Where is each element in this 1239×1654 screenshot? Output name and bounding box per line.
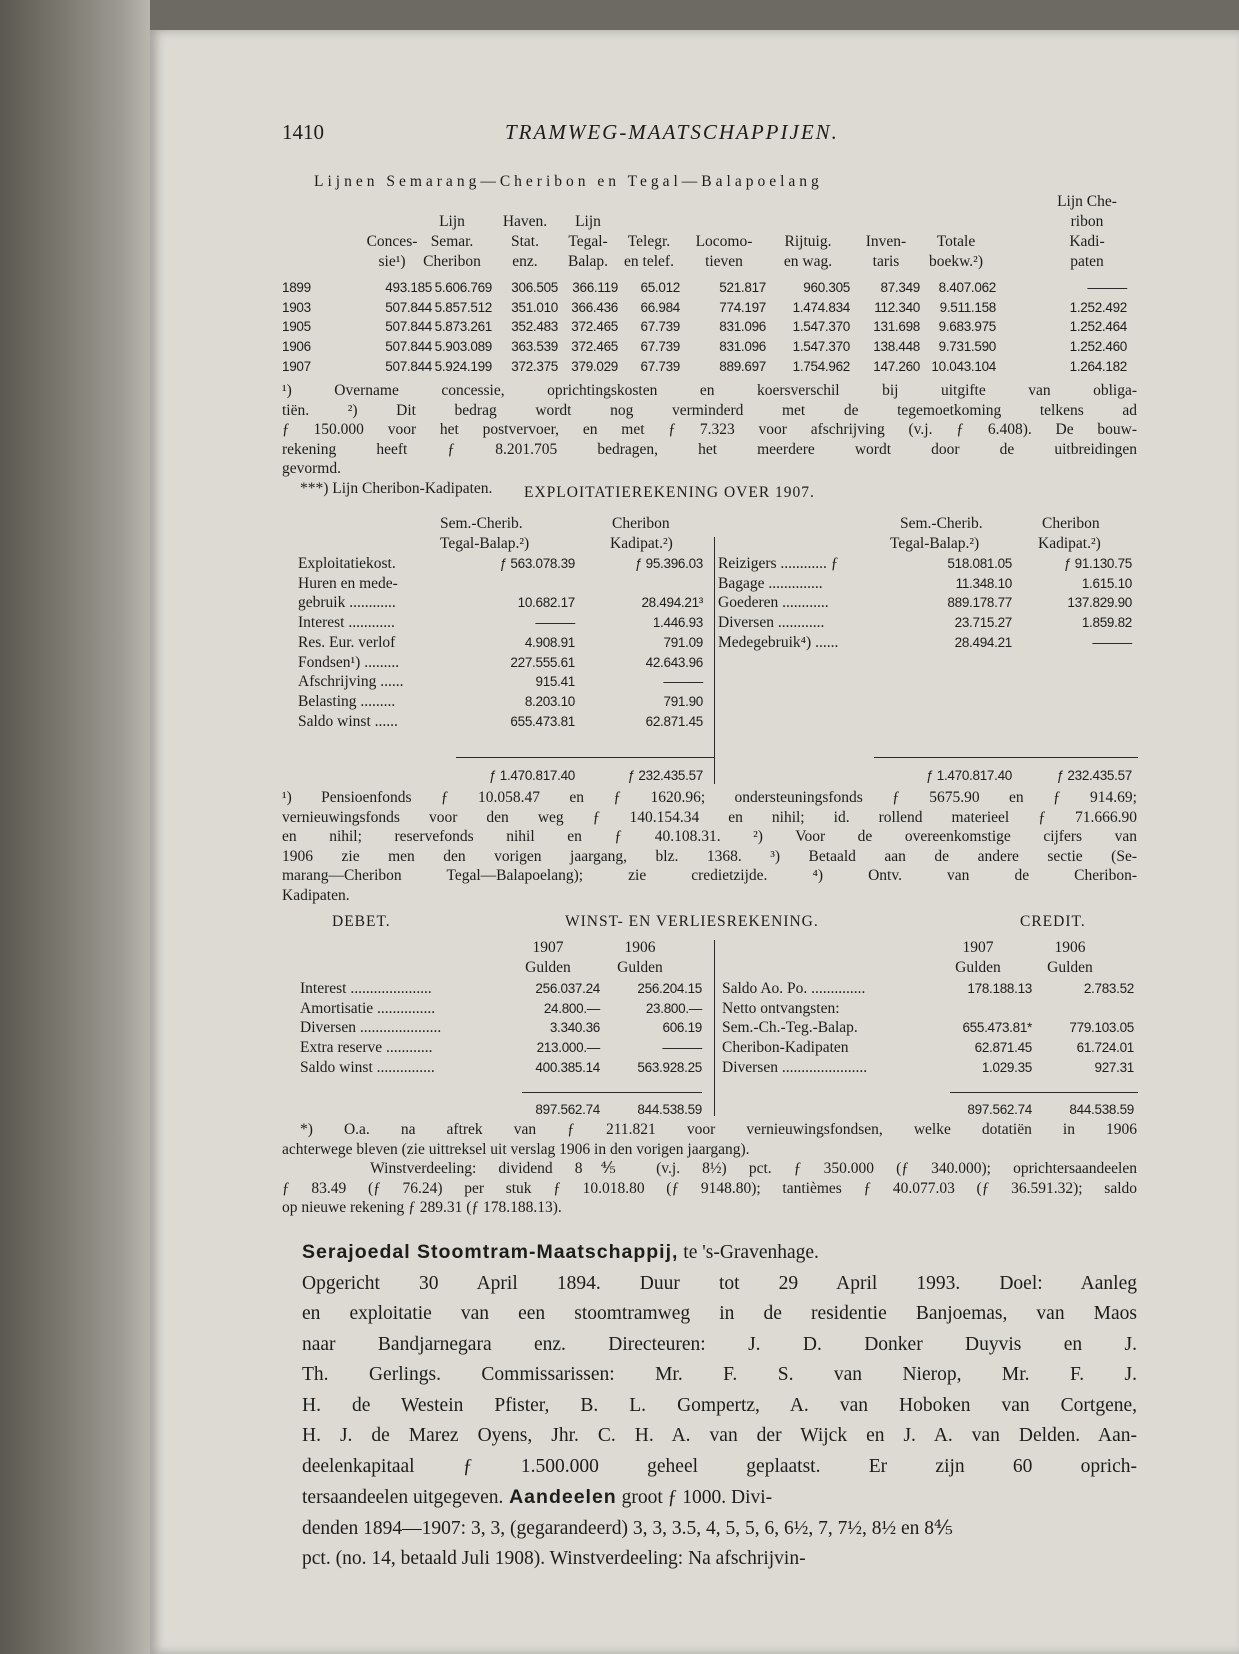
company-paragraph	[302, 1237, 1137, 1575]
lines-cell: 66.984	[640, 299, 680, 315]
company-line: pct. (no. 14, betaald Juli 1908). Winstverdeeling: Na afschrijvin-	[302, 1548, 806, 1569]
company-line: H. de Westein Pfister, B. L. Gompertz, A. van Hoboken van Cortgene,	[302, 1394, 1137, 1416]
pl-right-label: Netto ontvangsten:	[722, 999, 840, 1017]
lines-cell: 131.698	[873, 319, 920, 335]
lines-cell: 493.185	[385, 280, 432, 295]
lines-cell: 5.873.261	[434, 319, 492, 335]
company-line: tersaandeelen uitgegeven.	[302, 1487, 504, 1508]
pl-left-a: 24.800.—	[543, 1000, 600, 1016]
company-shares-label: Aandeelen	[503, 1486, 617, 1508]
profit-loss-rule-left	[522, 1092, 702, 1093]
lines-cell: 5.903.089	[434, 339, 492, 355]
pl-col-unit: Gulden	[617, 959, 663, 976]
lines-col-header: Lijn Che-	[1057, 193, 1117, 210]
company-line: deelenkapitaal ƒ 1.500.000 geheel geplaatst. Er zijn 60 oprich-	[302, 1455, 1137, 1477]
lines-cell: 1.547.370	[792, 319, 850, 335]
lines-cell: 521.817	[719, 280, 766, 295]
lines-cell: 8.407.062	[938, 280, 996, 295]
lines-cell: 138.448	[873, 339, 920, 355]
lines-col-header: paten	[1070, 253, 1104, 270]
lines-col-header: Haven.	[502, 213, 548, 230]
profit-loss-divider	[714, 940, 715, 1116]
pl-total: 844.538.59	[637, 1102, 702, 1117]
lines-col-header: Conces-	[366, 233, 418, 250]
expl-left-head: Cheribon	[612, 515, 670, 532]
lines-cell: 5.924.199	[434, 358, 492, 374]
pl-col-year: 1906	[624, 939, 656, 956]
lines-cell: 87.349	[880, 280, 920, 295]
expl-left-label: Huren en mede-	[298, 574, 398, 592]
pl-left-a: 213.000.—	[536, 1040, 600, 1056]
expl-left-label: gebruik ............	[298, 594, 396, 612]
lines-cell: 67.739	[640, 358, 680, 374]
lines-cell: 372.465	[571, 339, 618, 355]
lines-cell: 112.340	[874, 299, 920, 315]
expl-right-b: 1.859.82	[1081, 615, 1132, 631]
lines-cell: 10.043.104	[931, 358, 996, 374]
expl-left-b: ———	[663, 674, 703, 690]
expl-left-label: Fondsen¹) .........	[298, 653, 400, 671]
pl-col-year: 1907	[962, 939, 994, 956]
exploitation-rule-left	[456, 757, 714, 758]
expl-footnote-line: marang—Cheribon Tegal—Balapoelang); zie credietzijde. ⁴) Ontv. van de Cheribon-	[282, 867, 1137, 885]
lines-col-header: ribon	[1070, 213, 1104, 230]
expl-right-head: Tegal-Balap.²)	[890, 535, 980, 552]
expl-left-label: Afschrijving ......	[298, 673, 404, 691]
expl-left-a: 10.682.17	[517, 595, 575, 611]
expl-right-head: Kadipat.²)	[1038, 535, 1101, 552]
expl-right-b: ———	[1092, 634, 1132, 650]
expl-left-label: Saldo winst ......	[298, 712, 398, 730]
lines-year: 1899	[282, 280, 311, 295]
pl-left-b: 256.204.15	[637, 981, 702, 996]
pl-footnote-line: Winstverdeeling: dividend 8⅘ (v.j. 8½) pct. ƒ 350.000 (ƒ 340.000); oprichtersaandeelen	[282, 1160, 1137, 1178]
lines-year: 1907	[282, 358, 311, 374]
lines-cell: 831.096	[719, 339, 766, 355]
lines-year: 1906	[282, 339, 311, 355]
company-name: Serajoedal Stoomtram-Maatschappij,	[302, 1241, 679, 1263]
expl-left-b: 1.446.93	[652, 615, 703, 631]
pl-footnote-line: ƒ 83.49 (ƒ 76.24) per stuk ƒ 10.018.80 (ƒ 9148.80); tantièmes ƒ 40.077.03 (ƒ 36.591.32); saldo	[282, 1179, 1137, 1197]
profit-loss-title: WINST- EN VERLIESREKENING.	[565, 913, 819, 930]
pl-right-b: 61.724.01	[1076, 1040, 1134, 1056]
pl-left-label: Saldo winst ...............	[300, 1058, 435, 1076]
lines-cell: 1.264.182	[1069, 358, 1127, 374]
pl-col-year: 1906	[1054, 939, 1086, 956]
expl-right-label: Bagage ..............	[718, 574, 823, 592]
pl-right-a: 655.473.81*	[962, 1020, 1032, 1036]
pl-col-unit: Gulden	[1047, 959, 1093, 976]
company-line: Th. Gerlings. Commissarissen: Mr. F. S. van Nierop, Mr. F. J.	[302, 1364, 1137, 1385]
lines-table-title: Lijnen Semarang—Cheribon en Tegal—Balapoelang	[314, 173, 823, 190]
expl-left-total: ƒ 232.435.57	[627, 768, 703, 783]
company-line: denden 1894—1907: 3, 3, (gegarandeerd) 3, 3, 3.5, 4, 5, 5, 6, 6½, 7, 7½, 8½ en 8⅘	[302, 1517, 953, 1539]
pl-right-a: 1.029.35	[981, 1059, 1032, 1075]
expl-right-label: Diversen ............	[718, 614, 825, 632]
pl-left-label: Interest .....................	[300, 980, 432, 997]
lines-col-header: Stat.	[511, 233, 539, 250]
lines-year: 1903	[282, 299, 311, 315]
book-spine	[0, 0, 150, 1654]
expl-right-a: 11.348.10	[955, 575, 1012, 591]
expl-left-label: Interest ............	[298, 614, 395, 632]
lines-cell: 352.483	[511, 319, 558, 335]
expl-right-a: 23.715.27	[954, 615, 1012, 631]
pl-footnote-line: *) O.a. na aftrek van ƒ 211.821 voor vernieuwingsfondsen, welke dotatiën in 1906	[300, 1121, 1137, 1138]
pl-col-unit: Gulden	[525, 959, 571, 976]
lines-cell: 1.474.834	[792, 299, 850, 315]
expl-right-label: Goederen ............	[718, 594, 829, 612]
expl-footnote-line: vernieuwingsfonds voor den weg ƒ 140.154.34 en nihil; id. rollend materieel ƒ 71.666.90	[282, 808, 1137, 826]
expl-right-a: 518.081.05	[947, 556, 1012, 571]
pl-right-b: 2.783.52	[1083, 981, 1134, 996]
pl-left-label: Amortisatie ...............	[300, 999, 436, 1017]
lines-cell: 507.844	[385, 358, 432, 374]
expl-left-head: Kadipat.²)	[610, 535, 673, 552]
company-line: groot ƒ 1000. Divi-	[616, 1487, 773, 1508]
lines-col-header: en telef.	[624, 253, 674, 270]
debet-label: DEBET.	[332, 913, 391, 930]
expl-footnote-line: en nihil; reservefonds nihil en ƒ 40.108.31. ²) Voor de overeenkomstige cijfers van	[282, 828, 1137, 846]
lines-cell: 306.505	[511, 280, 558, 295]
lines-footnote-line: rekening heeft ƒ 8.201.705 bedragen, het meerdere wordt door de uitbreidingen	[282, 440, 1137, 458]
expl-right-total: ƒ 1.470.817.40	[926, 768, 1012, 783]
expl-left-a: 4.908.91	[524, 634, 575, 650]
lines-cell: 1.252.492	[1069, 299, 1127, 315]
pl-total: 844.538.59	[1069, 1102, 1134, 1117]
pl-footnote-line: op nieuwe rekening ƒ 289.31 (ƒ 178.188.13).	[282, 1199, 562, 1217]
pl-footnote-line: achterwege bleven (zie uittreksel uit verslag 1906 in den vorigen jaargang).	[282, 1140, 750, 1158]
pl-right-a: 62.871.45	[974, 1040, 1032, 1056]
expl-left-head: Tegal-Balap.²)	[440, 535, 530, 552]
expl-left-b: ƒ 95.396.03	[634, 556, 703, 571]
expl-right-b: ƒ 91.130.75	[1063, 556, 1132, 571]
expl-right-a: 889.178.77	[947, 595, 1012, 611]
lines-cell: 379.029	[571, 358, 618, 374]
pl-left-label: Diversen .....................	[300, 1019, 442, 1037]
expl-left-b: 42.643.96	[645, 654, 703, 670]
lines-col-header: Totale	[936, 233, 976, 250]
pl-right-b: 927.31	[1094, 1059, 1134, 1075]
exploitation-divider	[714, 537, 715, 784]
expl-left-b: 791.09	[663, 634, 703, 650]
lines-footnote-line: gevormd.	[282, 460, 341, 478]
expl-left-a: 227.555.61	[510, 654, 575, 670]
lines-col-header: Semar.	[430, 233, 474, 250]
expl-right-head: Sem.-Cherib.	[900, 515, 983, 532]
lines-footnote-line: ƒ 150.000 voor het postvervoer, en met ƒ 7.323 voor afschrijving (v.j. ƒ 6.408). De bouw-	[282, 421, 1137, 439]
lines-cell: 9.731.590	[938, 339, 996, 355]
expl-right-head: Cheribon	[1042, 515, 1100, 532]
lines-cell: 67.739	[640, 319, 680, 335]
lines-cell: 1.754.962	[792, 358, 850, 374]
expl-right-total: ƒ 232.435.57	[1056, 768, 1132, 783]
lines-cell: ———	[1087, 280, 1127, 295]
pl-right-a: 178.188.13	[967, 981, 1032, 996]
pl-total: 897.562.74	[535, 1102, 600, 1117]
lines-cell: 9.511.158	[939, 299, 996, 315]
expl-right-b: 1.615.10	[1081, 575, 1132, 591]
pl-right-label: Saldo Ao. Po. ..............	[722, 980, 866, 997]
lines-cell: 960.305	[803, 280, 850, 295]
pl-right-label: Diversen ......................	[722, 1058, 868, 1076]
lines-cell: 1.547.370	[792, 339, 850, 355]
lines-col-header: Tegal-	[568, 233, 608, 250]
expl-right-a: 28.494.21	[954, 634, 1012, 650]
lines-col-header: Telegr.	[627, 233, 671, 250]
running-title: TRAMWEG-MAATSCHAPPIJEN.	[505, 120, 839, 144]
company-line: te 's-Gravenhage.	[678, 1242, 819, 1263]
pl-total: 897.562.74	[967, 1102, 1032, 1117]
pl-left-a: 256.037.24	[535, 981, 600, 996]
lines-cell: 366.119	[572, 280, 618, 295]
profit-loss-rule-right	[950, 1092, 1138, 1093]
expl-left-total: ƒ 1.470.817.40	[489, 768, 575, 783]
lines-col-header: en wag.	[783, 253, 833, 270]
expl-left-a: 655.473.81	[510, 713, 575, 729]
lines-col-header: Locomo-	[695, 233, 753, 250]
lines-col-header: Balap.	[567, 253, 609, 270]
credit-label: CREDIT.	[1020, 913, 1086, 930]
pl-left-b: 563.928.25	[637, 1059, 702, 1075]
lines-cell: 831.096	[719, 319, 766, 335]
lines-col-header: sie¹)	[378, 253, 406, 270]
lines-cell: 363.539	[511, 339, 558, 355]
expl-left-a: ƒ 563.078.39	[499, 556, 575, 571]
lines-cell: 507.844	[385, 319, 432, 335]
expl-left-a: ———	[535, 615, 575, 631]
pl-right-label: Cheribon-Kadipaten	[722, 1039, 849, 1057]
lines-col-header: Cheribon	[423, 253, 481, 270]
pl-left-a: 3.340.36	[549, 1020, 600, 1036]
expl-left-a: 8.203.10	[524, 693, 575, 709]
lines-col-header: Lijn	[575, 213, 601, 230]
pl-left-a: 400.385.14	[535, 1059, 600, 1075]
lines-year: 1905	[282, 319, 311, 335]
pl-right-label: Sem.-Ch.-Teg.-Balap.	[722, 1019, 858, 1037]
expl-footnote-line: ¹) Pensioenfonds ƒ 10.058.47 en ƒ 1620.96; ondersteuningsfonds ƒ 5675.90 en ƒ 914.69;	[282, 789, 1137, 806]
expl-left-b: 28.494.21³	[641, 595, 703, 611]
pl-col-unit: Gulden	[955, 959, 1001, 976]
lines-cell: 65.012	[640, 280, 680, 295]
lines-cell: 5.857.512	[434, 299, 492, 315]
lines-col-header: boekw.²)	[928, 253, 983, 270]
pl-left-b: 23.800.—	[645, 1000, 702, 1016]
expl-left-a: 915.41	[535, 674, 575, 690]
lines-col-header: Lijn	[439, 213, 465, 230]
expl-right-label: Reizigers ............ ƒ	[718, 555, 839, 572]
expl-left-head: Sem.-Cherib.	[440, 515, 523, 532]
expl-footnote-line: Kadipaten.	[282, 887, 350, 904]
expl-right-label: Medegebruik⁴) ......	[718, 633, 839, 651]
lines-cell: 372.375	[511, 358, 558, 374]
exploitation-title: EXPLOITATIEREKENING OVER 1907.	[524, 484, 815, 501]
company-line: en exploitatie van een stoomtramweg in de residentie Banjoemas, van Maos	[302, 1303, 1137, 1324]
pl-col-year: 1907	[532, 939, 564, 956]
lines-cell: 67.739	[640, 339, 680, 355]
expl-left-label: Res. Eur. verlof	[298, 633, 396, 651]
company-line: Opgericht 30 April 1894. Duur tot 29 April 1993. Doel: Aanleg	[302, 1272, 1137, 1294]
expl-left-label: Exploitatiekost.	[298, 555, 396, 572]
lines-cell: 366.436	[571, 299, 618, 315]
expl-left-b: 62.871.45	[645, 713, 703, 729]
expl-footnote-line: 1906 zie men den vorigen jaargang, blz. 1368. ³) Betaald aan de andere sectie (Se-	[282, 847, 1137, 865]
lines-cell: 9.683.975	[938, 319, 996, 335]
pl-left-b: ———	[662, 1040, 702, 1056]
expl-left-label: Belasting .........	[298, 692, 396, 710]
lines-cell: 507.844	[385, 299, 432, 315]
lines-cell: 5.606.769	[434, 280, 492, 295]
page-number: 1410	[282, 120, 324, 144]
pl-left-b: 606.19	[662, 1020, 702, 1036]
lines-footnote-line: tiën. ²) Dit bedrag wordt nog verminderd met de tegemoetkoming telkens ad	[282, 401, 1137, 419]
pl-right-b: 779.103.05	[1069, 1020, 1134, 1036]
lines-cell: 147.260	[873, 358, 920, 374]
lines-cell: 889.697	[719, 358, 766, 374]
lines-cell: 351.010	[511, 299, 558, 315]
lines-cell: 372.465	[571, 319, 618, 335]
lines-footnote-line: ¹) Overname concessie, oprichtingskosten en koersverschil bij uitgifte van obliga-	[282, 382, 1137, 399]
lines-col-header: Kadi-	[1069, 233, 1105, 250]
lines-col-header: tieven	[705, 253, 743, 270]
pl-left-label: Extra reserve ............	[300, 1039, 433, 1057]
lines-col-header: enz.	[512, 253, 538, 270]
company-line: H. J. de Marez Oyens, Jhr. C. H. A. van der Wijck en J. A. van Delden. Aan-	[302, 1425, 1137, 1446]
exploitation-rule-right	[874, 757, 1138, 758]
lines-footnote-line: ***) Lijn Cheribon-Kadipaten.	[300, 480, 493, 497]
lines-cell: 1.252.464	[1069, 319, 1127, 335]
expl-right-b: 137.829.90	[1067, 595, 1132, 611]
lines-col-header: taris	[872, 253, 900, 270]
lines-col-header: Rijtuig.	[784, 233, 832, 250]
expl-left-b: 791.90	[663, 693, 703, 709]
lines-cell: 1.252.460	[1069, 339, 1127, 355]
lines-cell: 507.844	[385, 339, 432, 355]
lines-col-header: Inven-	[865, 233, 907, 250]
company-line: naar Bandjarnegara enz. Directeuren: J. D. Donker Duyvis en J.	[302, 1333, 1137, 1355]
lines-cell: 774.197	[719, 299, 766, 315]
